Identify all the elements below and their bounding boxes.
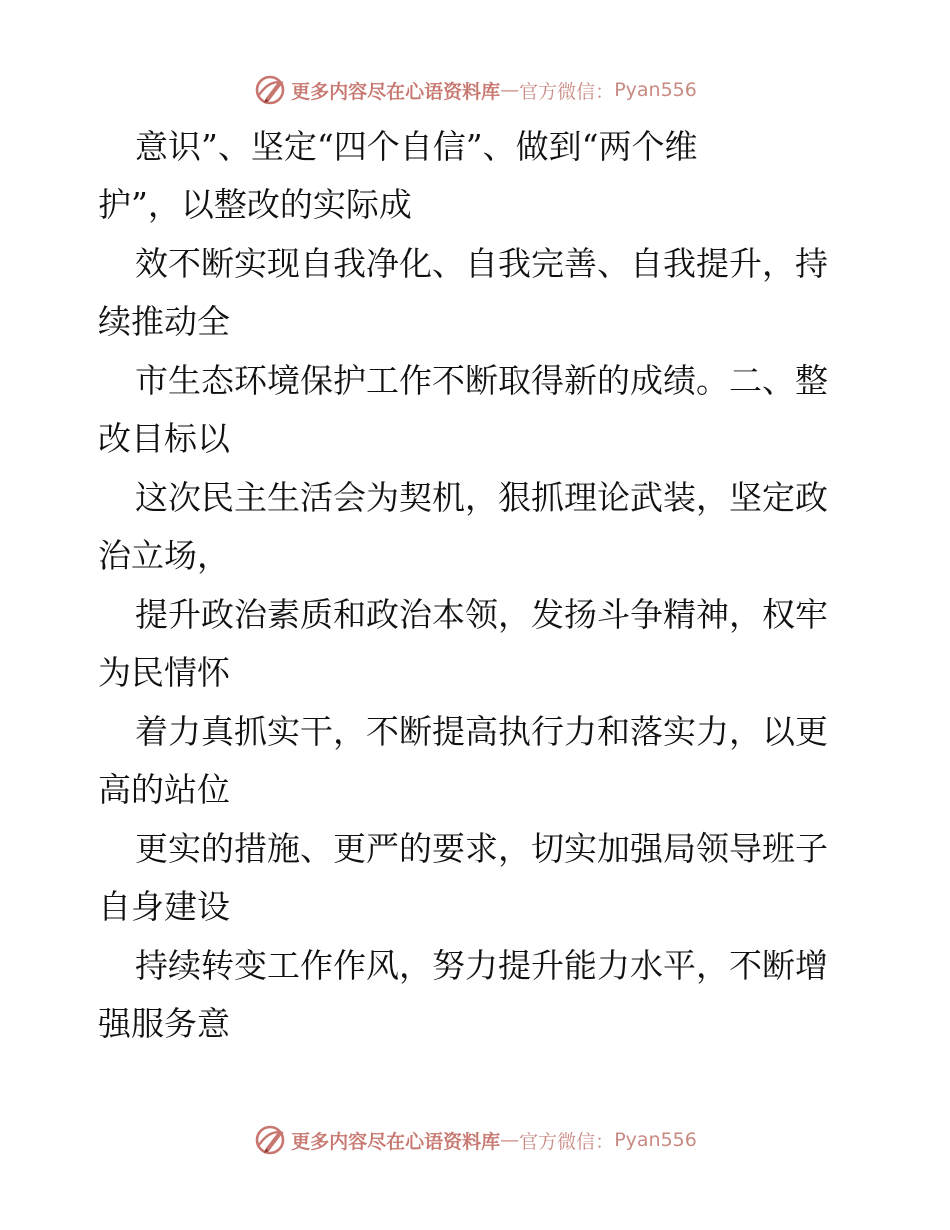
paragraph-line: 护”，以整改的实际成: [98, 185, 412, 224]
watermark-site-name: 更多内容尽在心语资料库: [291, 80, 501, 103]
watermark-dash: —: [500, 1129, 520, 1151]
watermark-site-name: 更多内容尽在心语资料库: [291, 1130, 501, 1153]
watermark-wechat-label: 官方微信：: [519, 80, 615, 103]
paragraph-line: 为民情怀: [98, 653, 230, 692]
pen-logo-icon: [253, 73, 287, 107]
watermark-wechat-id: Pyan556: [614, 1129, 697, 1151]
pen-logo-icon: [253, 1123, 287, 1157]
paragraph-line: 自身建设: [98, 887, 230, 926]
paragraph-line: 持续转变工作作风，努力提升能力水平，不断增: [135, 946, 828, 985]
paragraph-line: 提升政治素质和政治本领，发扬斗争精神，权牢: [135, 595, 828, 634]
paragraph-line: 更实的措施、更严的要求，切实加强局领导班子: [135, 829, 828, 868]
watermark-wechat-id: Pyan556: [614, 79, 697, 101]
paragraph-line: 市生态环境保护工作不断取得新的成绩。二、整: [135, 361, 828, 400]
paragraph-line: 效不断实现自我净化、自我完善、自我提升，持: [135, 244, 828, 283]
paragraph-line: 着力真抓实干，不断提高执行力和落实力，以更: [135, 712, 828, 751]
watermark-dash: —: [500, 79, 520, 101]
paragraph-line: 高的站位: [98, 770, 230, 809]
footer-watermark: [0, 1120, 950, 1160]
header-watermark: [0, 70, 950, 110]
paragraph-line: 意识”、坚定“四个自信”、做到“两个维: [135, 127, 698, 166]
paragraph-line: 治立场，: [98, 536, 230, 575]
paragraph-line: 这次民主生活会为契机，狠抓理论武装，坚定政: [135, 478, 828, 517]
paragraph-line: 续推动全: [98, 302, 230, 341]
paragraph-line: 改目标以: [98, 419, 230, 458]
paragraph-line: 强服务意: [98, 1004, 230, 1043]
watermark-wechat-label: 官方微信：: [519, 1130, 615, 1153]
